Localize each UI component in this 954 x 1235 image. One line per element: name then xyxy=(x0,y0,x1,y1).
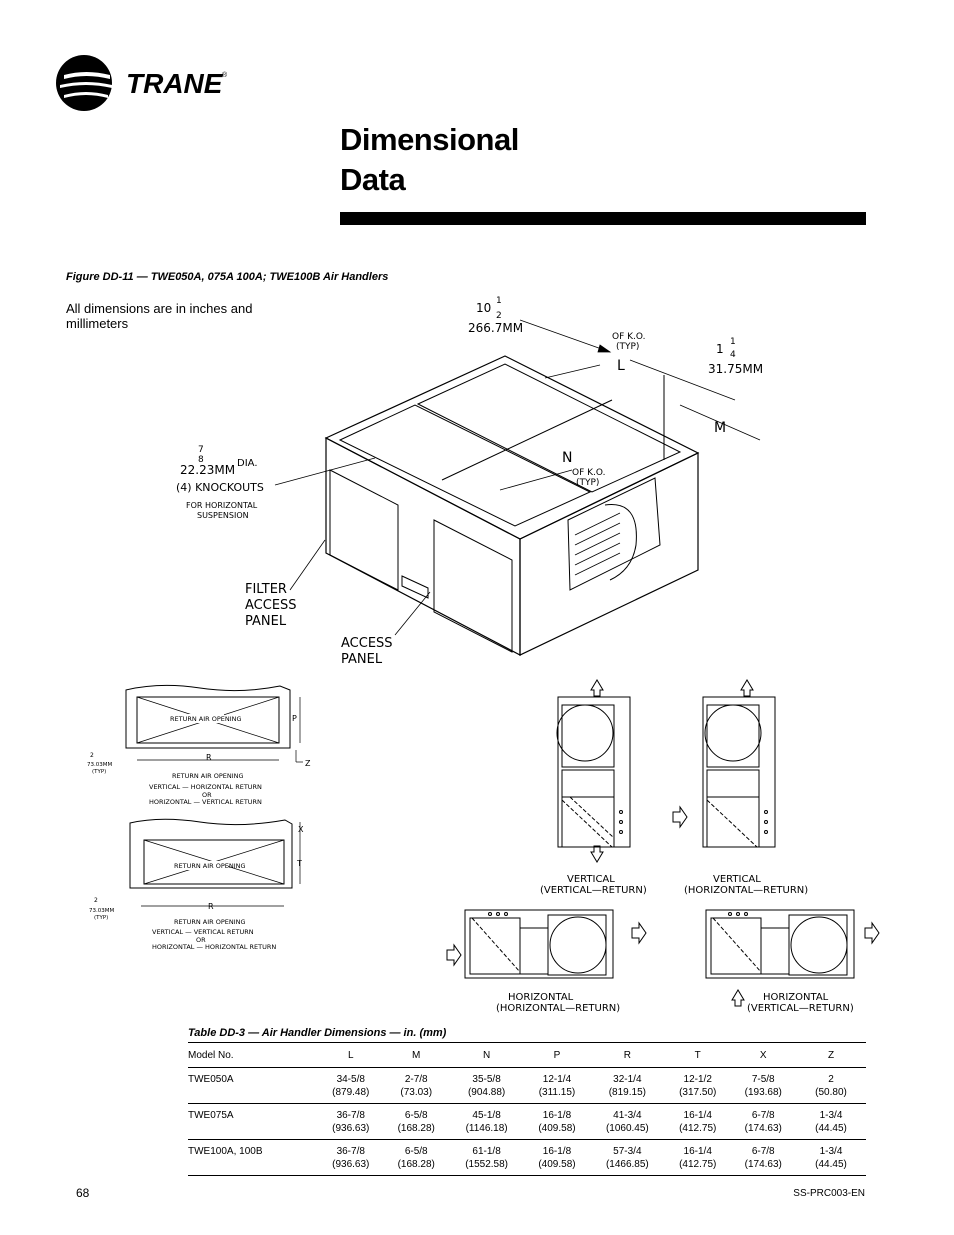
cell-Z: 2 (50.80) xyxy=(796,1068,866,1104)
cell-X: 7-5/8 (193.68) xyxy=(730,1068,796,1104)
cell-L: 36-7/8 (936.63) xyxy=(318,1104,383,1140)
filter-label: FILTER xyxy=(245,582,287,597)
return-air-opening-lower: RETURN AIR OPENING xyxy=(174,862,246,870)
table-caption: Table DD-3 — Air Handler Dimensions — in. (mm) xyxy=(188,1027,447,1039)
dim-10-frac-den: 2 xyxy=(496,311,502,321)
horiz-vert-a: HORIZONTAL xyxy=(763,992,829,1003)
table-row xyxy=(188,1068,866,1104)
row-model: TWE050A xyxy=(188,1068,318,1104)
dim-10-label: 10 xyxy=(476,301,492,315)
cell-R: 41-3/4 (1060.45) xyxy=(590,1104,665,1140)
cell-L: 36-7/8 (936.63) xyxy=(318,1140,383,1176)
cell-X: 6-7/8 (174.63) xyxy=(730,1140,796,1176)
lower-note-2: HORIZONTAL — HORIZONTAL RETURN xyxy=(152,943,277,951)
dim-N: N xyxy=(562,450,573,466)
brand-mark: ® xyxy=(222,72,228,79)
ko-frac-den: 8 xyxy=(198,455,204,465)
for-horizontal-label: FOR HORIZONTAL xyxy=(186,501,258,510)
dimension-leaders xyxy=(275,320,760,635)
dim-R-upper: R xyxy=(206,753,212,762)
page-title-line2: Data xyxy=(340,162,406,197)
col-X: X xyxy=(730,1043,796,1068)
cell-M: 6-5/8 (168.28) xyxy=(383,1104,448,1140)
col-R: R xyxy=(590,1043,665,1068)
horiz-vert-b: (VERTICAL—RETURN) xyxy=(747,1003,854,1014)
cell-R: 57-3/4 (1466.85) xyxy=(590,1140,665,1176)
figure-note: All dimensions are in inches and millimeters xyxy=(66,301,253,331)
brand-name: TRANE xyxy=(126,68,223,99)
lower-note-title: RETURN AIR OPENING xyxy=(174,918,246,926)
col-Z: Z xyxy=(796,1043,866,1068)
vert-horiz-a: VERTICAL xyxy=(713,874,761,885)
dim-P: P xyxy=(292,714,297,723)
cell-N: 61-1/8 (1552.58) xyxy=(449,1140,524,1176)
col-N: N xyxy=(449,1043,524,1068)
row-model: TWE100A, 100B xyxy=(188,1140,318,1176)
cell-L: 34-5/8 (879.48) xyxy=(318,1068,383,1104)
vert-vert-b: (VERTICAL—RETURN) xyxy=(540,885,647,896)
upper-note-title: RETURN AIR OPENING xyxy=(172,772,244,780)
cl-ko-typ-1: (TYP) xyxy=(616,342,640,352)
cell-Z: 1-3/4 (44.45) xyxy=(796,1140,866,1176)
knockouts-label: (4) KNOCKOUTS xyxy=(176,481,264,494)
dim-X: X xyxy=(298,825,304,834)
col-L: L xyxy=(318,1043,383,1068)
ko-mm: 22.23MM xyxy=(180,463,236,477)
ko-dia: DIA. xyxy=(237,458,258,469)
dim-2-typ-lower: (TYP) xyxy=(94,915,109,921)
orientation-vertical-vertical xyxy=(557,680,630,862)
figure-caption: Figure DD-11 — TWE050A, 075A 100A; TWE100B Air Handlers xyxy=(66,271,389,283)
dim-10-frac-num: 1 xyxy=(496,296,502,306)
dim-2-upper: 2 xyxy=(90,752,94,759)
air-handler-dimensions-table xyxy=(188,1042,866,1176)
upper-note-or: OR xyxy=(202,791,212,799)
table-header-row xyxy=(188,1043,866,1068)
cell-T: 12-1/2 (317.50) xyxy=(665,1068,730,1104)
page-title-line1: Dimensional xyxy=(340,122,519,157)
row-model: TWE075A xyxy=(188,1104,318,1140)
cell-R: 32-1/4 (819.15) xyxy=(590,1068,665,1104)
dim-1-mm: 31.75MM xyxy=(708,362,764,376)
lower-note-1: VERTICAL — VERTICAL RETURN xyxy=(152,928,254,936)
access-label: ACCESS xyxy=(341,636,393,651)
filter-panel-label: PANEL xyxy=(245,614,287,629)
col-M: M xyxy=(383,1043,448,1068)
cell-N: 35-5/8 (904.88) xyxy=(449,1068,524,1104)
filter-access-label: ACCESS xyxy=(245,598,297,613)
cell-M: 6-5/8 (168.28) xyxy=(383,1140,448,1176)
dim-M: M xyxy=(714,420,727,436)
cell-X: 6-7/8 (174.63) xyxy=(730,1104,796,1140)
horiz-horiz-b: (HORIZONTAL—RETURN) xyxy=(496,1003,621,1014)
horiz-horiz-a: HORIZONTAL xyxy=(508,992,574,1003)
vert-horiz-b: (HORIZONTAL—RETURN) xyxy=(684,885,809,896)
dim-10-mm: 266.7MM xyxy=(468,321,524,335)
access-panel-label: PANEL xyxy=(341,652,383,667)
dim-2-mm-upper: 73.03MM xyxy=(87,762,113,768)
cell-P: 16-1/8 (409.58) xyxy=(524,1140,589,1176)
document-id: SS-PRC003-EN xyxy=(793,1188,865,1199)
dim-1-frac-den: 4 xyxy=(730,350,736,360)
lower-note-or: OR xyxy=(196,936,206,944)
orientation-vertical-horizontal xyxy=(673,680,775,847)
dim-R-lower: R xyxy=(208,902,214,911)
dim-Z: Z xyxy=(305,759,311,768)
cl-ko-2: OF K.O. xyxy=(572,468,606,478)
dim-1-frac-num: 1 xyxy=(730,337,736,347)
dim-2-mm-lower: 73.03MM xyxy=(89,908,115,914)
return-opening-view-upper xyxy=(126,685,303,762)
isometric-unit xyxy=(326,356,698,655)
orientation-horizontal-horizontal xyxy=(447,910,646,978)
col-T: T xyxy=(665,1043,730,1068)
page-number: 68 xyxy=(76,1186,90,1200)
cell-M: 2-7/8 (73.03) xyxy=(383,1068,448,1104)
cell-P: 16-1/8 (409.58) xyxy=(524,1104,589,1140)
table-row xyxy=(188,1104,866,1140)
upper-note-2: HORIZONTAL — VERTICAL RETURN xyxy=(149,798,262,806)
cl-ko-typ-2: (TYP) xyxy=(576,478,600,488)
suspension-label: SUSPENSION xyxy=(197,511,249,520)
cell-Z: 1-3/4 (44.45) xyxy=(796,1104,866,1140)
dim-L: L xyxy=(617,358,625,374)
cell-P: 12-1/4 (311.15) xyxy=(524,1068,589,1104)
return-air-opening-upper: RETURN AIR OPENING xyxy=(170,715,242,723)
cell-T: 16-1/4 (412.75) xyxy=(665,1140,730,1176)
dim-1-label: 1 xyxy=(716,342,724,356)
col-P: P xyxy=(524,1043,589,1068)
cl-ko-1: OF K.O. xyxy=(612,332,646,342)
ko-frac-num: 7 xyxy=(198,445,204,455)
dim-T: T xyxy=(297,859,302,868)
dim-2-typ-upper: (TYP) xyxy=(92,769,107,775)
dim-2-lower: 2 xyxy=(94,897,98,904)
table-row xyxy=(188,1140,866,1176)
upper-note-1: VERTICAL — HORIZONTAL RETURN xyxy=(149,783,262,791)
vert-vert-a: VERTICAL xyxy=(567,874,615,885)
cell-T: 16-1/4 (412.75) xyxy=(665,1104,730,1140)
cell-N: 45-1/8 (1146.18) xyxy=(449,1104,524,1140)
col-model: Model No. xyxy=(188,1043,318,1068)
